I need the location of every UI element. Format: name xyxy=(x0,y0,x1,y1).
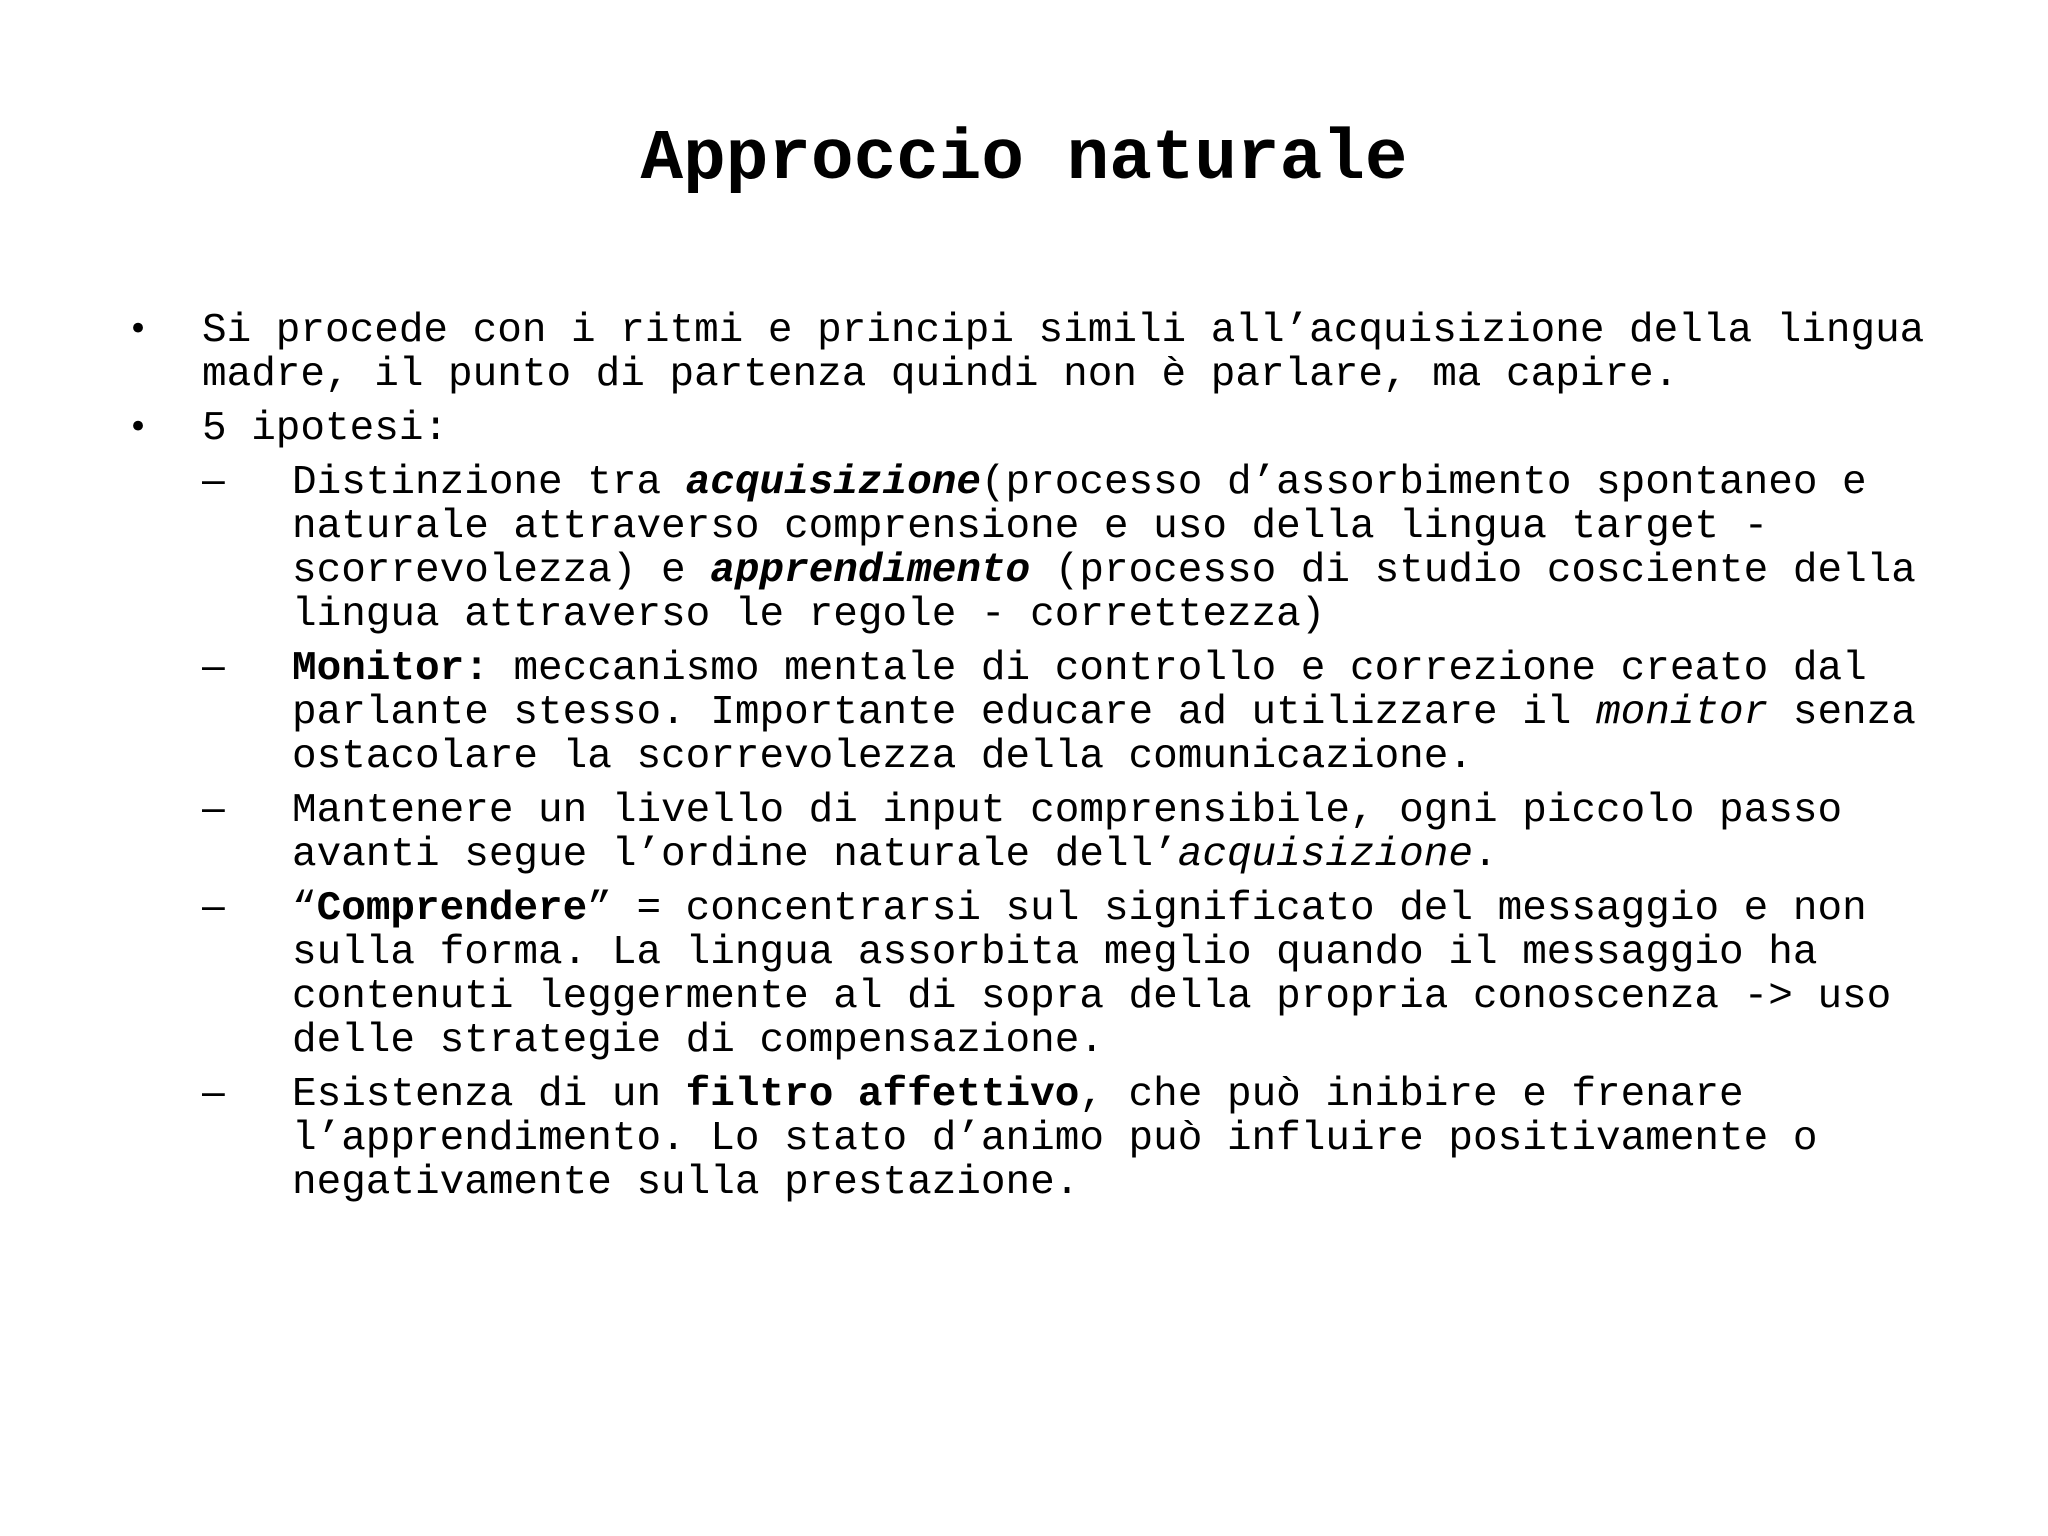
bullet-list xyxy=(124,309,1964,1215)
term-monitor: Monitor: xyxy=(292,646,489,692)
item-text: ” = concentrarsi sul significato del messaggio e non sulla forma. La lingua assorbita meglio quando il messaggio ha contenuti leggermente al di sopra della propria conoscenza -> uso delle strategie di compensazione. xyxy=(292,886,1916,1064)
bullet-item xyxy=(124,407,1964,1205)
term-comprendere: Comprendere xyxy=(316,886,588,932)
hypothesis-item-monitor xyxy=(202,642,1964,780)
dash-marker: – xyxy=(202,642,225,688)
term-acquisizione: acquisizione xyxy=(685,460,981,506)
term-filtro-affettivo: filtro affettivo xyxy=(685,1072,1080,1118)
term-monitor-italic: monitor xyxy=(1596,690,1769,736)
slide-title: Approccio naturale xyxy=(640,120,1408,200)
item-text: meccanismo mentale di controllo e correzione creato dal parlante stesso. Importante educare ad utilizzare il xyxy=(292,646,1892,736)
dash-marker: – xyxy=(202,1068,225,1114)
hypothesis-item-input xyxy=(202,784,1964,878)
term-apprendimento: apprendimento xyxy=(710,548,1031,594)
bullet-marker: • xyxy=(128,309,149,349)
bullet-text: 5 ipotesi: xyxy=(202,406,449,452)
item-text: Esistenza di un xyxy=(292,1072,686,1118)
hypothesis-item-comprendere xyxy=(202,882,1964,1064)
item-text: . xyxy=(1473,832,1498,878)
bullet-marker: • xyxy=(128,407,149,447)
hypothesis-list xyxy=(202,456,1964,1206)
hypothesis-item-filtro xyxy=(202,1068,1964,1206)
item-text: Distinzione tra xyxy=(292,460,686,506)
bullet-text: Si procede con i ritmi e principi simili all’acquisizione della lingua madre, il punto di partenza quindi non è parlare, ma capire. xyxy=(202,308,1949,398)
term-acquisizione-italic: acquisizione xyxy=(1177,832,1473,878)
item-text: Mantenere un livello di input comprensibile, ogni piccolo passo avanti segue l’ordine naturale dell’ xyxy=(292,788,1867,878)
item-text: , che può inibire e frenare l’apprendimento. Lo stato d’animo può influire positivamente o negativamente sulla prestazione. xyxy=(292,1072,1843,1206)
hypothesis-item-distinzione xyxy=(202,456,1964,638)
bullet-item xyxy=(124,309,1964,397)
item-text: (processo di studio cosciente della lingua attraverso le regole - correttezza) xyxy=(292,548,1941,638)
item-text: “ xyxy=(292,886,317,932)
dash-marker: – xyxy=(202,784,225,830)
item-text: senza ostacolare la scorrevolezza della comunicazione. xyxy=(292,690,1941,780)
dash-marker: – xyxy=(202,456,225,502)
dash-marker: – xyxy=(202,882,225,928)
item-text: (processo d’assorbimento spontaneo e naturale attraverso comprensione e uso della lingua target - scorrevolezza) e xyxy=(292,460,1892,594)
